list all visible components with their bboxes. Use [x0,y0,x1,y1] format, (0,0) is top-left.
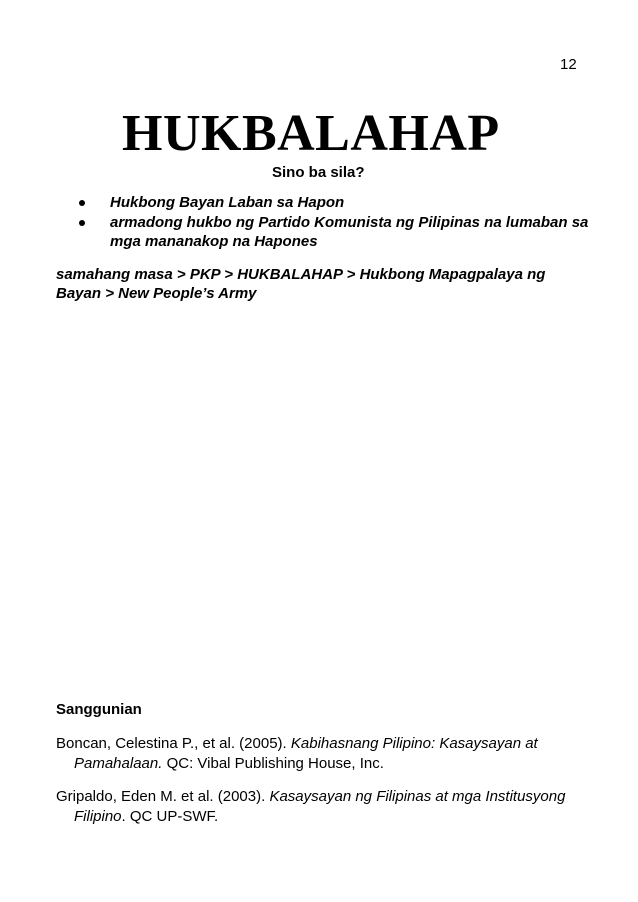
reference-title: Kabihasnang Pilipino: Kasaysayan at Pamahalaan. [74,735,538,772]
page-number: 12 [560,56,577,73]
page-subtitle: Sino ba sila? [272,164,365,181]
reference-item [56,734,599,774]
bullet-list [56,193,596,252]
bullet-icon [79,220,85,226]
reference-publisher: QC: Vibal Publishing House, Inc. [162,755,384,772]
bullet-text: armadong hukbo ng Partido Komunista ng Pilipinas na lumaban sa mga mananakop na Hapones [110,214,589,250]
bullet-text: Hukbong Bayan Laban sa Hapon [110,194,345,211]
references-heading: Sanggunian [56,701,142,718]
bullet-item [56,213,596,251]
reference-authors: Boncan, Celestina P., et al. (2005). [56,735,291,752]
reference-title: Kasaysayan ng Filipinas at mga Institusyong Filipino [74,788,566,825]
reference-publisher: . QC UP-SWF. [121,808,219,825]
reference-authors: Gripaldo, Eden M. et al. (2003). [56,788,270,805]
organization-chain: samahang masa > PKP > HUKBALAHAP > Hukbong Mapagpalaya ng Bayan > New People’s Army [56,266,546,302]
reference-item [56,787,599,827]
bullet-item [56,193,596,212]
page-title: HUKBALAHAP [122,105,500,162]
bullet-icon [79,200,85,206]
